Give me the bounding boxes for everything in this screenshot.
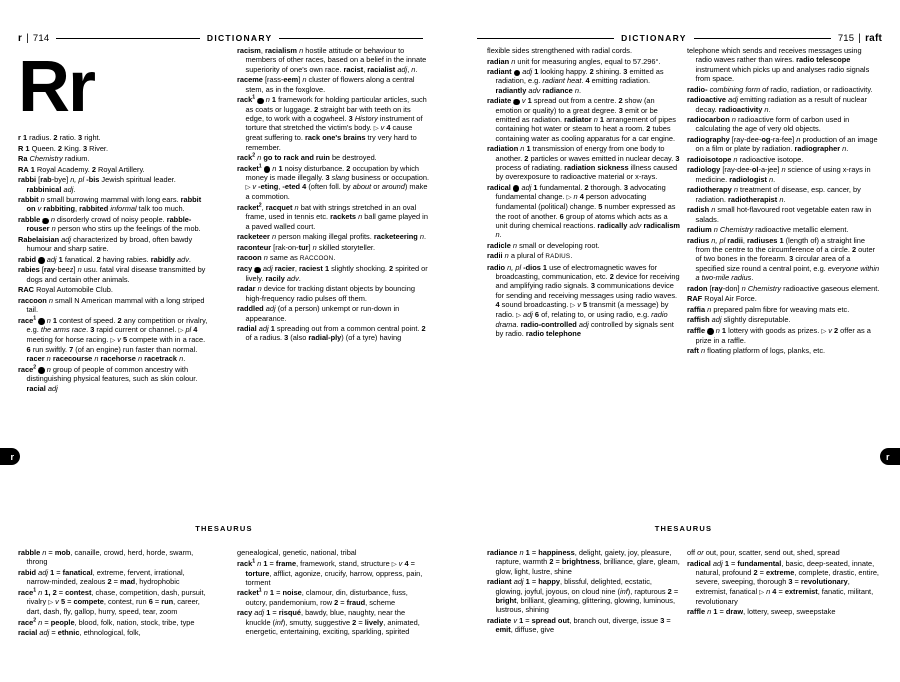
folio-right-separator: | <box>858 32 862 44</box>
entry: race$^2$ n = people, blood, folk, nation, stock, tribe, type <box>18 617 195 627</box>
entry: raft n floating platform of logs, planks, etc. <box>687 346 826 356</box>
entry: racism, racialism n hostile attitude or behaviour to members of other races, based on a belief in the innate superiority of one's own race. racist, racialist adj, n. <box>237 46 427 74</box>
thumb-tab-left-label: r <box>10 451 14 462</box>
entry: R 1 Queen. 2 King. 3 River. <box>18 143 109 153</box>
entry: RAF Royal Air Force. <box>687 294 757 304</box>
thumb-tab-right[interactable] <box>880 448 900 465</box>
entry: racy adj 1 = risqué, bawdy, blue, naughty, near the knuckle (inf), smutty, suggestive 2 = lively, animated, energetic, entertaining, exciting, sparkling, spirited <box>237 608 420 637</box>
entry: race$^1$ 0 n 1 contest of speed. 2 any competition or rivalry, e.g. the arms race. 3 rapid current or channel. ▷ pl 4 meeting for horse racing. ▷ v 5 compete with in a race. 6 run swiftly. 7 (of an engine) run faster than normal. racer n racecourse n racehorse n racetrack n. <box>18 315 208 364</box>
thesaurus-entries-col2 <box>237 548 430 636</box>
thesaurus-column-3 <box>487 548 680 636</box>
entry: radon [ray-don] n Chemistry radioactive gaseous element. <box>687 283 880 293</box>
dictionary-entries-col1 <box>18 133 211 393</box>
entry: radar n device for tracking distant objects by bouncing high-frequency radio pulses off them. <box>237 284 415 303</box>
thesaurus-column-2 <box>237 548 430 638</box>
entry: radiography [ray-dee-og-ra-fee] n production of an image on a film or plate by radiation. radiographer n. <box>687 134 878 154</box>
entry: race$^1$ n 1, 2 = contest, chase, competition, dash, pursuit, rivalry ▷ v 5 = compete, contest, run 6 = run, career, dart, dash, fly, gallop, hurry, speed, tear, zoom <box>18 587 206 617</box>
entry: rack$^1$ 0 n 1 framework for holding particular articles, such as coats or luggage. 2 straight bar with teeth on its edge, to work with a cogwheel. 3 History instrument of torture that stretched the victim's body. ▷ v 4 cause great suffering to. rack one's brains try very hard to remember. <box>237 94 427 152</box>
entry: rabbi [rab-bye] n, pl -bis Jewish spiritual leader. rabbinical adj. <box>18 175 176 194</box>
entry: rabies [ray-beez] n usu. fatal viral disease transmitted by dogs and certain other animals. <box>18 265 206 284</box>
entry: radiant adj 1 = happy, blissful, delighted, ecstatic, glowing, joyful, joyous, on cloud nine (inf), rapturous 2 = bright, brilliant, gleaming, glittering, glowing, luminous, lustrous, shining <box>487 577 679 615</box>
entry: race$^2$ 0 n group of people of common ancestry with distinguishing physical features, such as skin colour. racial adj <box>18 364 198 393</box>
entry: radiance n 1 = happiness, delight, gaiety, joy, pleasure, rapture, warmth 2 = brightness, brilliance, glare, gleam, glow, light, lustre, shine <box>487 548 680 576</box>
entry: raffle n 1 = draw, lottery, sweep, sweepstake <box>687 607 836 617</box>
entry: rabid 0 adj 1 fanatical. 2 having rabies. rabidly adv. <box>18 254 191 264</box>
folio-right <box>838 33 882 44</box>
entry: radiology [ray-dee-ol-a-jee] n science of using x-rays in medicine. radiologist n. <box>687 165 871 184</box>
entry: radioactive adj emitting radiation as a result of nuclear decay. radioactivity n. <box>687 95 867 114</box>
entry: genealogical, genetic, national, tribal <box>237 548 357 557</box>
entry: Rabelaisian adj characterized by broad, often bawdy humour and sharp satire. <box>18 234 193 254</box>
entry: rabid adj 1 = fanatical, extreme, fervent, irrational, narrow-minded, zealous 2 = mad, hydrophobic <box>18 567 185 587</box>
entry: rack$^1$ n 1 = frame, framework, stand, structure ▷ v 4 = torture, afflict, agonize, crucify, harrow, oppress, pain, torment <box>237 558 423 587</box>
section-label-thesaurus-right: THESAURUS <box>487 524 880 533</box>
entry: flexible sides strengthened with radial cords. <box>487 46 633 55</box>
entry: radii n a plural of RADIUS. <box>487 251 573 261</box>
entry: radicle n small or developing root. <box>487 240 600 250</box>
thesaurus-entries-col4 <box>687 548 880 616</box>
entry: radical adj 1 = fundamental, basic, deep-seated, innate, natural, profound 2 = extreme, complete, drastic, entire, severe, sweeping, thorough 3 = revolutionary, extremist, fanatical ▷ n 4 = extremist, fanatic, militant, revolutionary <box>687 558 879 606</box>
entry: radian n unit for measuring angles, equal to 57.296°. <box>487 56 661 66</box>
entry: racketeer n person making illegal profits. racketeering n. <box>237 232 427 242</box>
thumb-tab-right-label: r <box>886 451 890 462</box>
folio-left <box>18 33 49 44</box>
entry: raddled adj (of a person) unkempt or run-down in appearance. <box>237 304 400 323</box>
entry: radio n, pl -dios 1 use of electromagnetic waves for broadcasting, communication, etc. 2 device for receiving and amplifying radio signals. 3 communications device for sending and receiving messages using radio waves. 4 sound broadcasting. ▷ v 5 transmit (a message) by radio. ▷ adj 6 of, relating to, or using radio, e.g. radio drama. radio-controlled adj controlled by signals sent by radio. radio telephone <box>487 262 680 339</box>
entry: Ra Chemistry radium. <box>18 154 90 164</box>
running-head-rule-right-2 <box>694 38 831 39</box>
folio-left-number: 714 <box>32 32 50 44</box>
thesaurus-column-1 <box>18 548 211 639</box>
section-label-dictionary-right: DICTIONARY <box>621 33 687 43</box>
entry: rabble 0 n disorderly crowd of noisy people. rabble-rouser n person who stirs up the feelings of the mob. <box>18 215 201 234</box>
running-head-rule-left <box>56 38 200 39</box>
entry: radio- combining form of radio, radiation, or radioactivity. <box>687 84 873 94</box>
entry: racoon n same as RACCOON. <box>237 253 336 263</box>
entry: rabbit n small burrowing mammal with long ears. rabbit on v rabbiting, rabbited informal talk too much. <box>18 195 202 214</box>
entry: r 1 radius. 2 ratio. 3 right. <box>18 133 101 143</box>
entry: rabble n = mob, canaille, crowd, herd, horde, swarm, throng <box>18 548 194 567</box>
entry: radiant 0 adj 1 looking happy. 2 shining. 3 emitted as radiation, e.g. radiant heat. 4 emitting radiation. radiantly adv radiance n. <box>487 67 664 95</box>
section-label-thesaurus-left: THESAURUS <box>18 524 430 533</box>
entry: radiate 0 v 1 spread out from a centre. 2 show (an emotion or quality) to a great degree. 3 emit or be emitted as radiation. radiator n 1 arrangement of pipes containing hot water or steam to heat a room. 2 tubes containing water as cooling apparatus for a car engine. <box>487 96 676 143</box>
entry: raffle 0 n 1 lottery with goods as prizes. ▷ v 2 offer as a prize in a raffle. <box>687 325 871 345</box>
entry: radiotherapy n treatment of disease, esp. cancer, by radiation. radiotherapist n. <box>687 185 861 204</box>
dictionary-column-2 <box>237 46 430 344</box>
dictionary-entries-col2 <box>237 46 430 343</box>
dictionary-entries-col4 <box>687 46 880 356</box>
dictionary-entries-col3 <box>487 46 680 339</box>
entry: radical 0 adj 1 fundamental. 2 thorough. 3 advocating fundamental change. ▷ n 4 person advocating fundamental (political) change. 5 number expressed as the root of another. 6 group of atoms which acts as a unit during chemical reactions. radically adv radicalism n. <box>487 182 681 240</box>
running-head-rule-right <box>477 38 614 39</box>
folio-left-separator: | <box>26 32 29 44</box>
entry: raceme [rass-eem] n cluster of flowers along a central stem, as in the foxglove. <box>237 75 415 94</box>
running-head-left <box>18 30 430 46</box>
running-head-right <box>470 30 882 46</box>
thesaurus-entries-col1 <box>18 548 211 638</box>
entry: racket$^1$ n 1 = noise, clamour, din, disturbance, fuss, outcry, pandemonium, row 2 = fraud, scheme <box>237 587 408 607</box>
entry: telephone which sends and receives messages using radio waves rather than wires. radio telescope instrument which picks up and analyses radio signals from space. <box>687 46 870 84</box>
folio-right-number: 715 <box>837 32 855 44</box>
drop-cap-letter: Rr <box>18 47 95 127</box>
thesaurus-column-4 <box>687 548 880 618</box>
running-head-rule-left-2 <box>279 38 423 39</box>
entry: radiate v 1 = spread out, branch out, diverge, issue 3 = emit, diffuse, give <box>487 615 671 635</box>
entry: radium n Chemistry radioactive metallic element. <box>687 225 849 235</box>
dictionary-column-1 <box>18 46 211 394</box>
entry: radioisotope n radioactive isotope. <box>687 154 804 164</box>
entry: raffia n prepared palm fibre for weaving mats etc. <box>687 304 850 314</box>
dictionary-column-3 <box>487 46 680 340</box>
thumb-tab-left[interactable] <box>0 448 20 465</box>
entry: RA 1 Royal Academy. 2 Royal Artillery. <box>18 164 145 174</box>
entry: racket$^1$ 0 n 1 noisy disturbance. 2 occupation by which money is made illegally. 3 slang business or occupation. ▷ v -eting, -eted 4 (often foll. by about or around) make a commotion. <box>237 163 430 202</box>
entry: radiation n 1 transmission of energy from one body to another. 2 particles or waves emitted in nuclear decay. 3 process of radiating. radiation sickness illness caused by overexposure to radioactive material or x-rays. <box>487 144 680 182</box>
entry: radish n small hot-flavoured root vegetable eaten raw in salads. <box>687 205 872 224</box>
entry: radial adj 1 spreading out from a common central point. 2 of a radius. 3 (also radial-ply) (of a tyre) having <box>237 324 426 343</box>
entry: racial adj = ethnic, ethnological, folk, <box>18 628 141 638</box>
entry: RAC Royal Automobile Club. <box>18 285 113 295</box>
entry: radius n, pl radii, radiuses 1 (length of) a straight line from the centre to the circumference of a circle. 2 outer of two bones in the forearm. 3 circular area of a specified size round a central point, e.g. everyone within a two-mile radius. <box>687 235 880 283</box>
dictionary-column-4 <box>687 46 880 357</box>
entry: racy 0 adj racier, raciest 1 slightly shocking. 2 spirited or lively. racily adv. <box>237 264 428 283</box>
entry: racket$^2$, racquet n bat with strings stretched in an oval frame, used in tennis etc. rackets n ball game played in a paved walled court. <box>237 202 428 231</box>
thesaurus-entries-col3 <box>487 548 680 635</box>
folio-left-word: r <box>18 32 23 44</box>
section-label-dictionary-left: DICTIONARY <box>206 33 273 43</box>
entry: raconteur [rak-on-tur] n skilled storyteller. <box>237 242 376 252</box>
entry: radiocarbon n radioactive form of carbon used in calculating the age of very old objects. <box>687 115 850 134</box>
entry: raffish adj slightly disreputable. <box>687 315 791 325</box>
entry: rack$^2$ n go to rack and ruin be destroyed. <box>237 152 377 163</box>
folio-right-word: raft <box>865 32 883 44</box>
entry: raccoon n small N American mammal with a long striped tail. <box>18 295 205 315</box>
entry: off or out, pour, scatter, send out, shed, spread <box>687 548 840 557</box>
